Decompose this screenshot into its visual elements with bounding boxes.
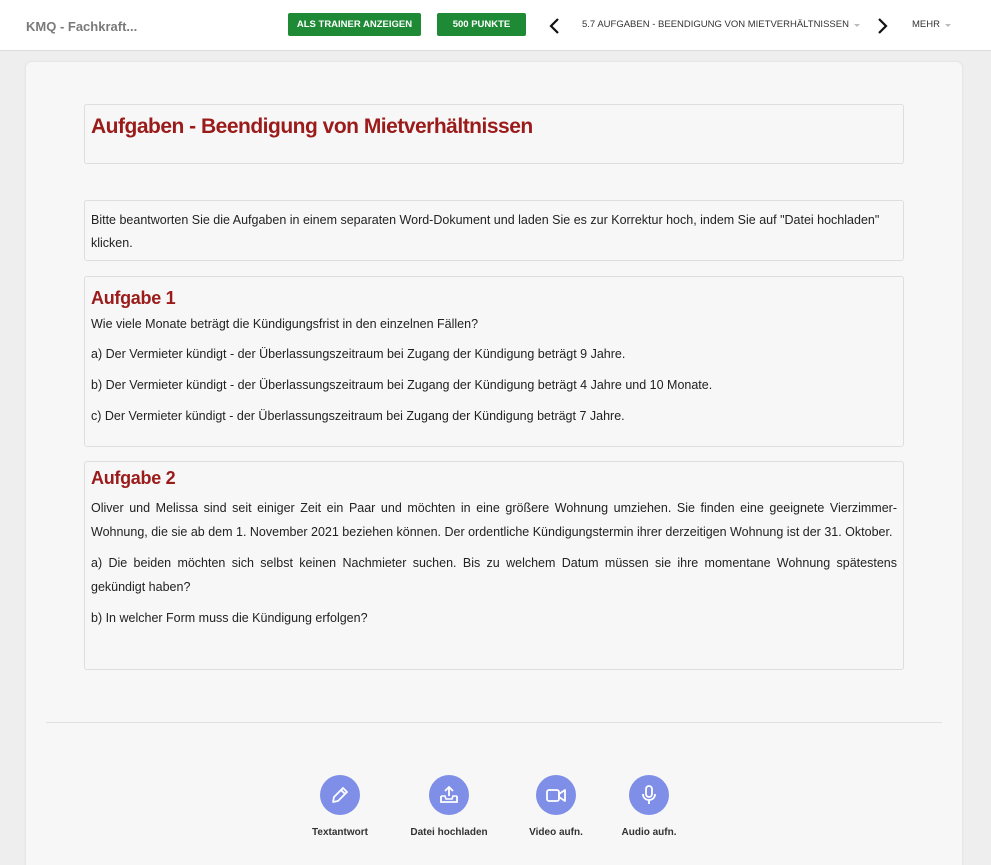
- task-2-item-a: a) Die beiden möchten sich selbst keinen Nachmieter suchen. Bis zu welchem Datum müssen sie ihre momentane Wohnung spätestens gekündigt haben?: [91, 556, 897, 594]
- microphone-icon: [629, 775, 669, 815]
- task-1-title: Aufgabe 1: [91, 288, 176, 308]
- upload-file-label: Datei hochladen: [410, 827, 488, 838]
- record-audio-label: Audio aufn.: [621, 827, 677, 838]
- chevron-right-icon[interactable]: [875, 14, 891, 38]
- task-1-item-b: b) Der Vermieter kündigt - der Überlassungszeitraum bei Zugang der Kündigung beträgt 4 Jahre und 10 Monate.: [91, 378, 713, 392]
- text-answer-button[interactable]: [290, 775, 390, 838]
- task-2-item-b: b) In welcher Form muss die Kündigung erfolgen?: [91, 611, 368, 625]
- divider: [46, 722, 942, 723]
- record-audio-button[interactable]: [599, 775, 699, 838]
- pencil-icon: [320, 775, 360, 815]
- title-box: [84, 104, 904, 164]
- task-2-intro: Oliver und Melissa sind seit einiger Zeit ein Paar und möchten in eine größere Wohnung umziehen. Sie finden eine geeignete Vierzimmer-Wohnung, die sie ab dem 1. November 2021 beziehen können. Der ordentliche Kündigungstermin ihrer derzeitigen Wohnung ist der 31. Oktober.: [91, 501, 897, 539]
- record-video-label: Video aufn.: [529, 827, 583, 838]
- chevron-left-icon[interactable]: [546, 14, 562, 38]
- video-camera-icon: [536, 775, 576, 815]
- task-1-question: Wie viele Monate beträgt die Kündigungsfrist in den einzelnen Fällen?: [91, 317, 479, 331]
- page-title: Aufgaben - Beendigung von Mietverhältnissen: [91, 115, 533, 138]
- chevron-down-icon: [945, 24, 951, 27]
- show-as-trainer-button[interactable]: ALS TRAINER ANZEIGEN: [288, 13, 421, 36]
- record-video-button[interactable]: [506, 775, 606, 838]
- chapter-selector[interactable]: [582, 19, 860, 30]
- top-bar: [0, 0, 991, 51]
- task-2-box: [84, 461, 904, 670]
- instructions-text: Bitte beantworten Sie die Aufgaben in einem separaten Word-Dokument und laden Sie es zur Korrektur hoch, indem Sie auf "Datei hochladen" klicken.: [91, 213, 880, 250]
- course-title[interactable]: KMQ - Fachkraft...: [26, 19, 138, 34]
- task-2-title: Aufgabe 2: [91, 468, 176, 488]
- text-answer-label: Textantwort: [312, 827, 368, 838]
- task-1-item-c: c) Der Vermieter kündigt - der Überlassungszeitraum bei Zugang der Kündigung beträgt 7 Jahre.: [91, 409, 625, 423]
- more-label: MEHR: [912, 19, 940, 30]
- task-1-item-a: a) Der Vermieter kündigt - der Überlassungszeitraum bei Zugang der Kündigung beträgt 9 Jahre.: [91, 347, 626, 361]
- task-1-box: [84, 276, 904, 447]
- more-menu[interactable]: [912, 19, 951, 30]
- chevron-down-icon: [854, 24, 860, 27]
- upload-file-button[interactable]: [399, 775, 499, 838]
- content-card: [26, 62, 962, 865]
- points-button[interactable]: 500 PUNKTE: [437, 13, 526, 36]
- instructions-box: [84, 200, 904, 261]
- upload-icon: [429, 775, 469, 815]
- chapter-label: 5.7 AUFGABEN - BEENDIGUNG VON MIETVERHÄLTNISSEN: [582, 19, 849, 30]
